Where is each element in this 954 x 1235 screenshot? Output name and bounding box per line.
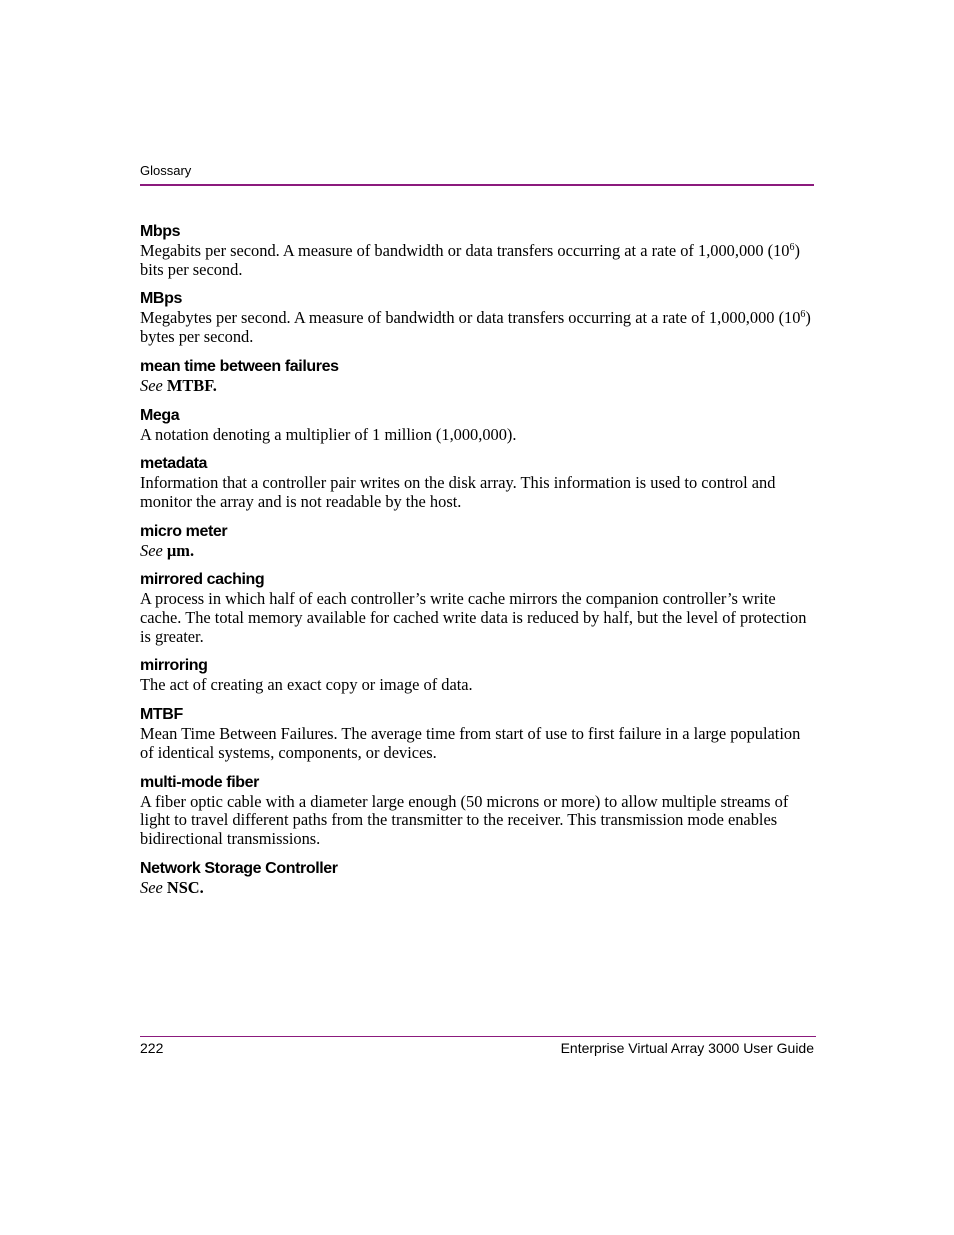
see-label: See <box>140 540 163 560</box>
glossary-definition: A fiber optic cable with a diameter large enough (50 microns or more) to allow multiple streams of light to travel different paths from the transmitter to the receiver. This transmission mode enables bidirectional transmissions. <box>140 791 789 848</box>
page-number: 222 <box>140 1040 164 1056</box>
glossary-entry <box>140 406 814 445</box>
glossary-term: micro meter <box>140 522 228 540</box>
superscript: 6 <box>789 242 795 253</box>
glossary-definition: The act of creating an exact copy or image of data. <box>140 675 473 695</box>
glossary-term: mirrored caching <box>140 571 265 589</box>
glossary-term: mirroring <box>140 657 208 675</box>
glossary-term: Mega <box>140 406 180 424</box>
glossary-term: mean time between failures <box>140 357 339 375</box>
glossary-entries <box>140 222 814 907</box>
glossary-entry <box>140 454 814 511</box>
glossary-term: multi-mode fiber <box>140 773 259 791</box>
superscript: 6 <box>800 309 806 321</box>
definition-text: ) bytes per second. <box>140 308 811 347</box>
glossary-entry <box>140 522 814 561</box>
header-rule <box>140 184 814 186</box>
glossary-definition: Information that a controller pair writes on the disk array. This information is used to control and monitor the array and is not readable by the host. <box>140 473 776 511</box>
glossary-term: Network Storage Controller <box>140 859 338 877</box>
see-reference <box>140 377 814 396</box>
glossary-definition: A process in which half of each controller’s write cache mirrors the companion controller’s write cache. The total memory available for cached write data is reduced by half, but the level of protection is greater. <box>140 589 807 646</box>
glossary-term: metadata <box>140 455 208 473</box>
see-label: See <box>140 877 163 897</box>
glossary-term: Mbps <box>140 223 181 240</box>
definition-text: ) bits per second. <box>140 241 800 279</box>
definition-text: Megabytes per second. A measure of bandwidth or data transfers occurring at a rate of 1,000,000 (10 <box>140 308 801 328</box>
glossary-entry <box>140 357 814 396</box>
glossary-definition: A notation denoting a multiplier of 1 million (1,000,000). <box>140 424 517 444</box>
glossary-term: MBps <box>140 290 182 308</box>
running-head: Glossary <box>140 163 192 178</box>
document-title: Enterprise Virtual Array 3000 User Guide <box>560 1040 814 1056</box>
glossary-entry <box>140 570 814 646</box>
see-label: See <box>140 375 163 395</box>
glossary-definition <box>140 309 814 346</box>
glossary-definition <box>140 242 814 279</box>
see-reference <box>140 879 814 898</box>
footer-rule <box>140 1036 816 1037</box>
glossary-entry <box>140 705 814 762</box>
glossary-definition: Mean Time Between Failures. The average time from start of use to first failure in a large population of identical systems, components, or devices. <box>140 724 801 762</box>
glossary-entry <box>140 222 814 279</box>
glossary-entry <box>140 859 814 898</box>
cross-reference-link[interactable]: MTBF. <box>166 375 217 395</box>
cross-reference-link[interactable]: NSC. <box>166 877 204 897</box>
definition-text: Megabits per second. A measure of bandwidth or data transfers occurring at a rate of 1,000,000 (10 <box>140 241 790 260</box>
see-reference <box>140 542 814 561</box>
glossary-term: MTBF <box>140 706 183 724</box>
glossary-entry <box>140 656 814 695</box>
cross-reference-link[interactable]: µm. <box>166 540 195 560</box>
glossary-entry <box>140 773 814 849</box>
glossary-entry <box>140 289 814 346</box>
